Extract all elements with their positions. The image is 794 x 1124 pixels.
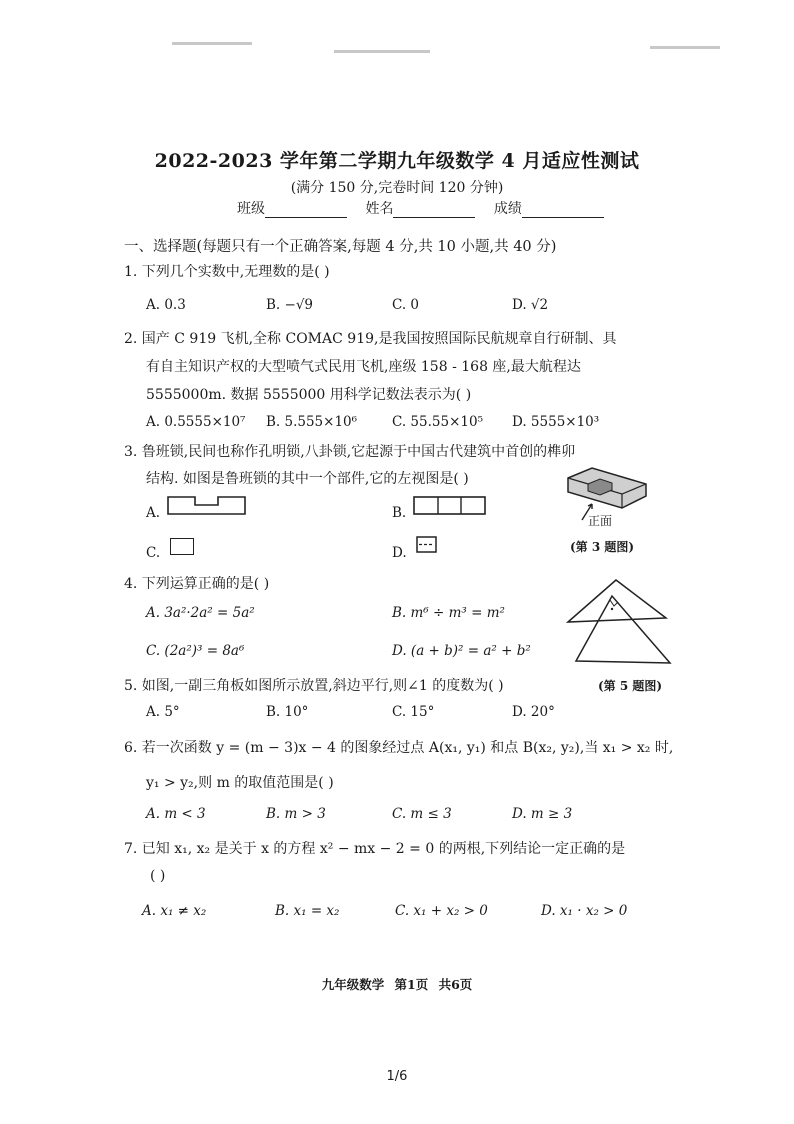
q3-option-b: B. <box>392 505 407 521</box>
q3-option-c-figure <box>170 538 194 555</box>
q2-line1: 2. 国产 C 919 飞机,全称 COMAC 919,是我国按照国际民航规章自行研制、具 <box>124 331 617 347</box>
q3-option-d: D. <box>392 545 407 561</box>
q3-option-d-figure <box>416 536 438 554</box>
student-info-line <box>237 198 618 218</box>
q6-line1: 6. 若一次函数 y = (m − 3)x − 4 的图象经过点 A(x₁, y₁) 和点 B(x₂, y₂),当 x₁ > x₂ 时, <box>124 740 674 756</box>
q4-option-a: A. 3a²·2a² = 5a² <box>146 605 255 621</box>
q4-stem: 4. 下列运算正确的是( ) <box>124 576 270 592</box>
q5-figure-caption: (第 5 题图) <box>598 679 663 693</box>
scan-mark <box>172 42 252 45</box>
q7-line2: ( ) <box>150 868 166 884</box>
q6-option-d: D. m ≥ 3 <box>512 806 573 822</box>
q2-option-a: A. 0.5555×10⁷ <box>146 414 246 430</box>
exam-info: (满分 150 分,完卷时间 120 分钟) <box>290 180 504 196</box>
page-footer: 九年级数学 第1页 共6页 <box>321 977 473 992</box>
q3-option-b-figure <box>413 496 487 516</box>
q6-option-c: C. m ≤ 3 <box>392 806 452 822</box>
page-number: 1/6 <box>386 1069 408 1084</box>
q4-option-c: C. (2a²)³ = 8a⁶ <box>146 643 245 659</box>
q3-option-c: C. <box>146 545 161 561</box>
q3-option-a: A. <box>146 505 161 521</box>
q3-option-a-figure <box>167 496 247 516</box>
q1-option-b: B. −√9 <box>266 297 314 313</box>
q5-option-a: A. 5° <box>146 704 180 720</box>
page-title: 2022-2023 学年第二学期九年级数学 4 月适应性测试 <box>154 150 640 172</box>
q3-line1: 3. 鲁班锁,民间也称作孔明锁,八卦锁,它起源于中国古代建筑中首创的榫卯 <box>124 444 576 460</box>
q6-line2: y₁ > y₂,则 m 的取值范围是( ) <box>146 775 334 791</box>
q2-option-c: C. 55.55×10⁵ <box>392 414 483 430</box>
scan-mark <box>650 46 720 49</box>
front-label: 正面 <box>588 514 613 528</box>
class-label: 班级 <box>237 201 265 217</box>
q2-option-d: D. 5555×10³ <box>512 414 600 430</box>
q4-option-d: D. (a + b)² = a² + b² <box>392 643 531 659</box>
q2-option-b: B. 5.555×10⁶ <box>266 414 358 430</box>
q7-option-b: B. x₁ = x₂ <box>275 903 340 919</box>
score-blank[interactable] <box>522 203 604 218</box>
q7-option-d: D. x₁ · x₂ > 0 <box>541 903 628 919</box>
q5-option-c: C. 15° <box>392 704 435 720</box>
q6-option-b: B. m > 3 <box>266 806 326 822</box>
q3-line2: 结构. 如图是鲁班锁的其中一个部件,它的左视图是( ) <box>146 471 469 487</box>
name-blank[interactable] <box>393 203 475 218</box>
q7-option-a: A. x₁ ≠ x₂ <box>142 903 207 919</box>
q4-option-b: B. m⁶ ÷ m³ = m² <box>392 605 505 621</box>
q1-stem: 1. 下列几个实数中,无理数的是( ) <box>124 264 330 280</box>
class-blank[interactable] <box>265 203 347 218</box>
q6-option-a: A. m < 3 <box>146 806 206 822</box>
q5-option-d: D. 20° <box>512 704 555 720</box>
q5-option-b: B. 10° <box>266 704 309 720</box>
q2-line2: 有自主知识产权的大型喷气式民用飞机,座级 158 - 168 座,最大航程达 <box>146 359 581 375</box>
name-label: 姓名 <box>365 201 394 217</box>
q1-option-a: A. 0.3 <box>146 297 186 313</box>
q5-stem: 5. 如图,一副三角板如图所示放置,斜边平行,则∠1 的度数为( ) <box>124 678 504 694</box>
q2-line3: 5555000m. 数据 5555000 用科学记数法表示为( ) <box>146 387 472 403</box>
section-heading: 一、选择题(每题只有一个正确答案,每题 4 分,共 10 小题,共 40 分) <box>124 239 557 255</box>
q1-option-d: D. √2 <box>512 297 549 313</box>
triangle-set-figure <box>566 576 672 666</box>
q7-option-c: C. x₁ + x₂ > 0 <box>395 903 488 919</box>
q3-figure-caption: (第 3 题图) <box>570 540 635 554</box>
q1-option-c: C. 0 <box>392 297 420 313</box>
q7-line1: 7. 已知 x₁, x₂ 是关于 x 的方程 x² − mx − 2 = 0 的两根,下列结论一定正确的是 <box>124 841 626 857</box>
score-label: 成绩 <box>493 201 522 217</box>
scan-mark <box>334 50 430 53</box>
